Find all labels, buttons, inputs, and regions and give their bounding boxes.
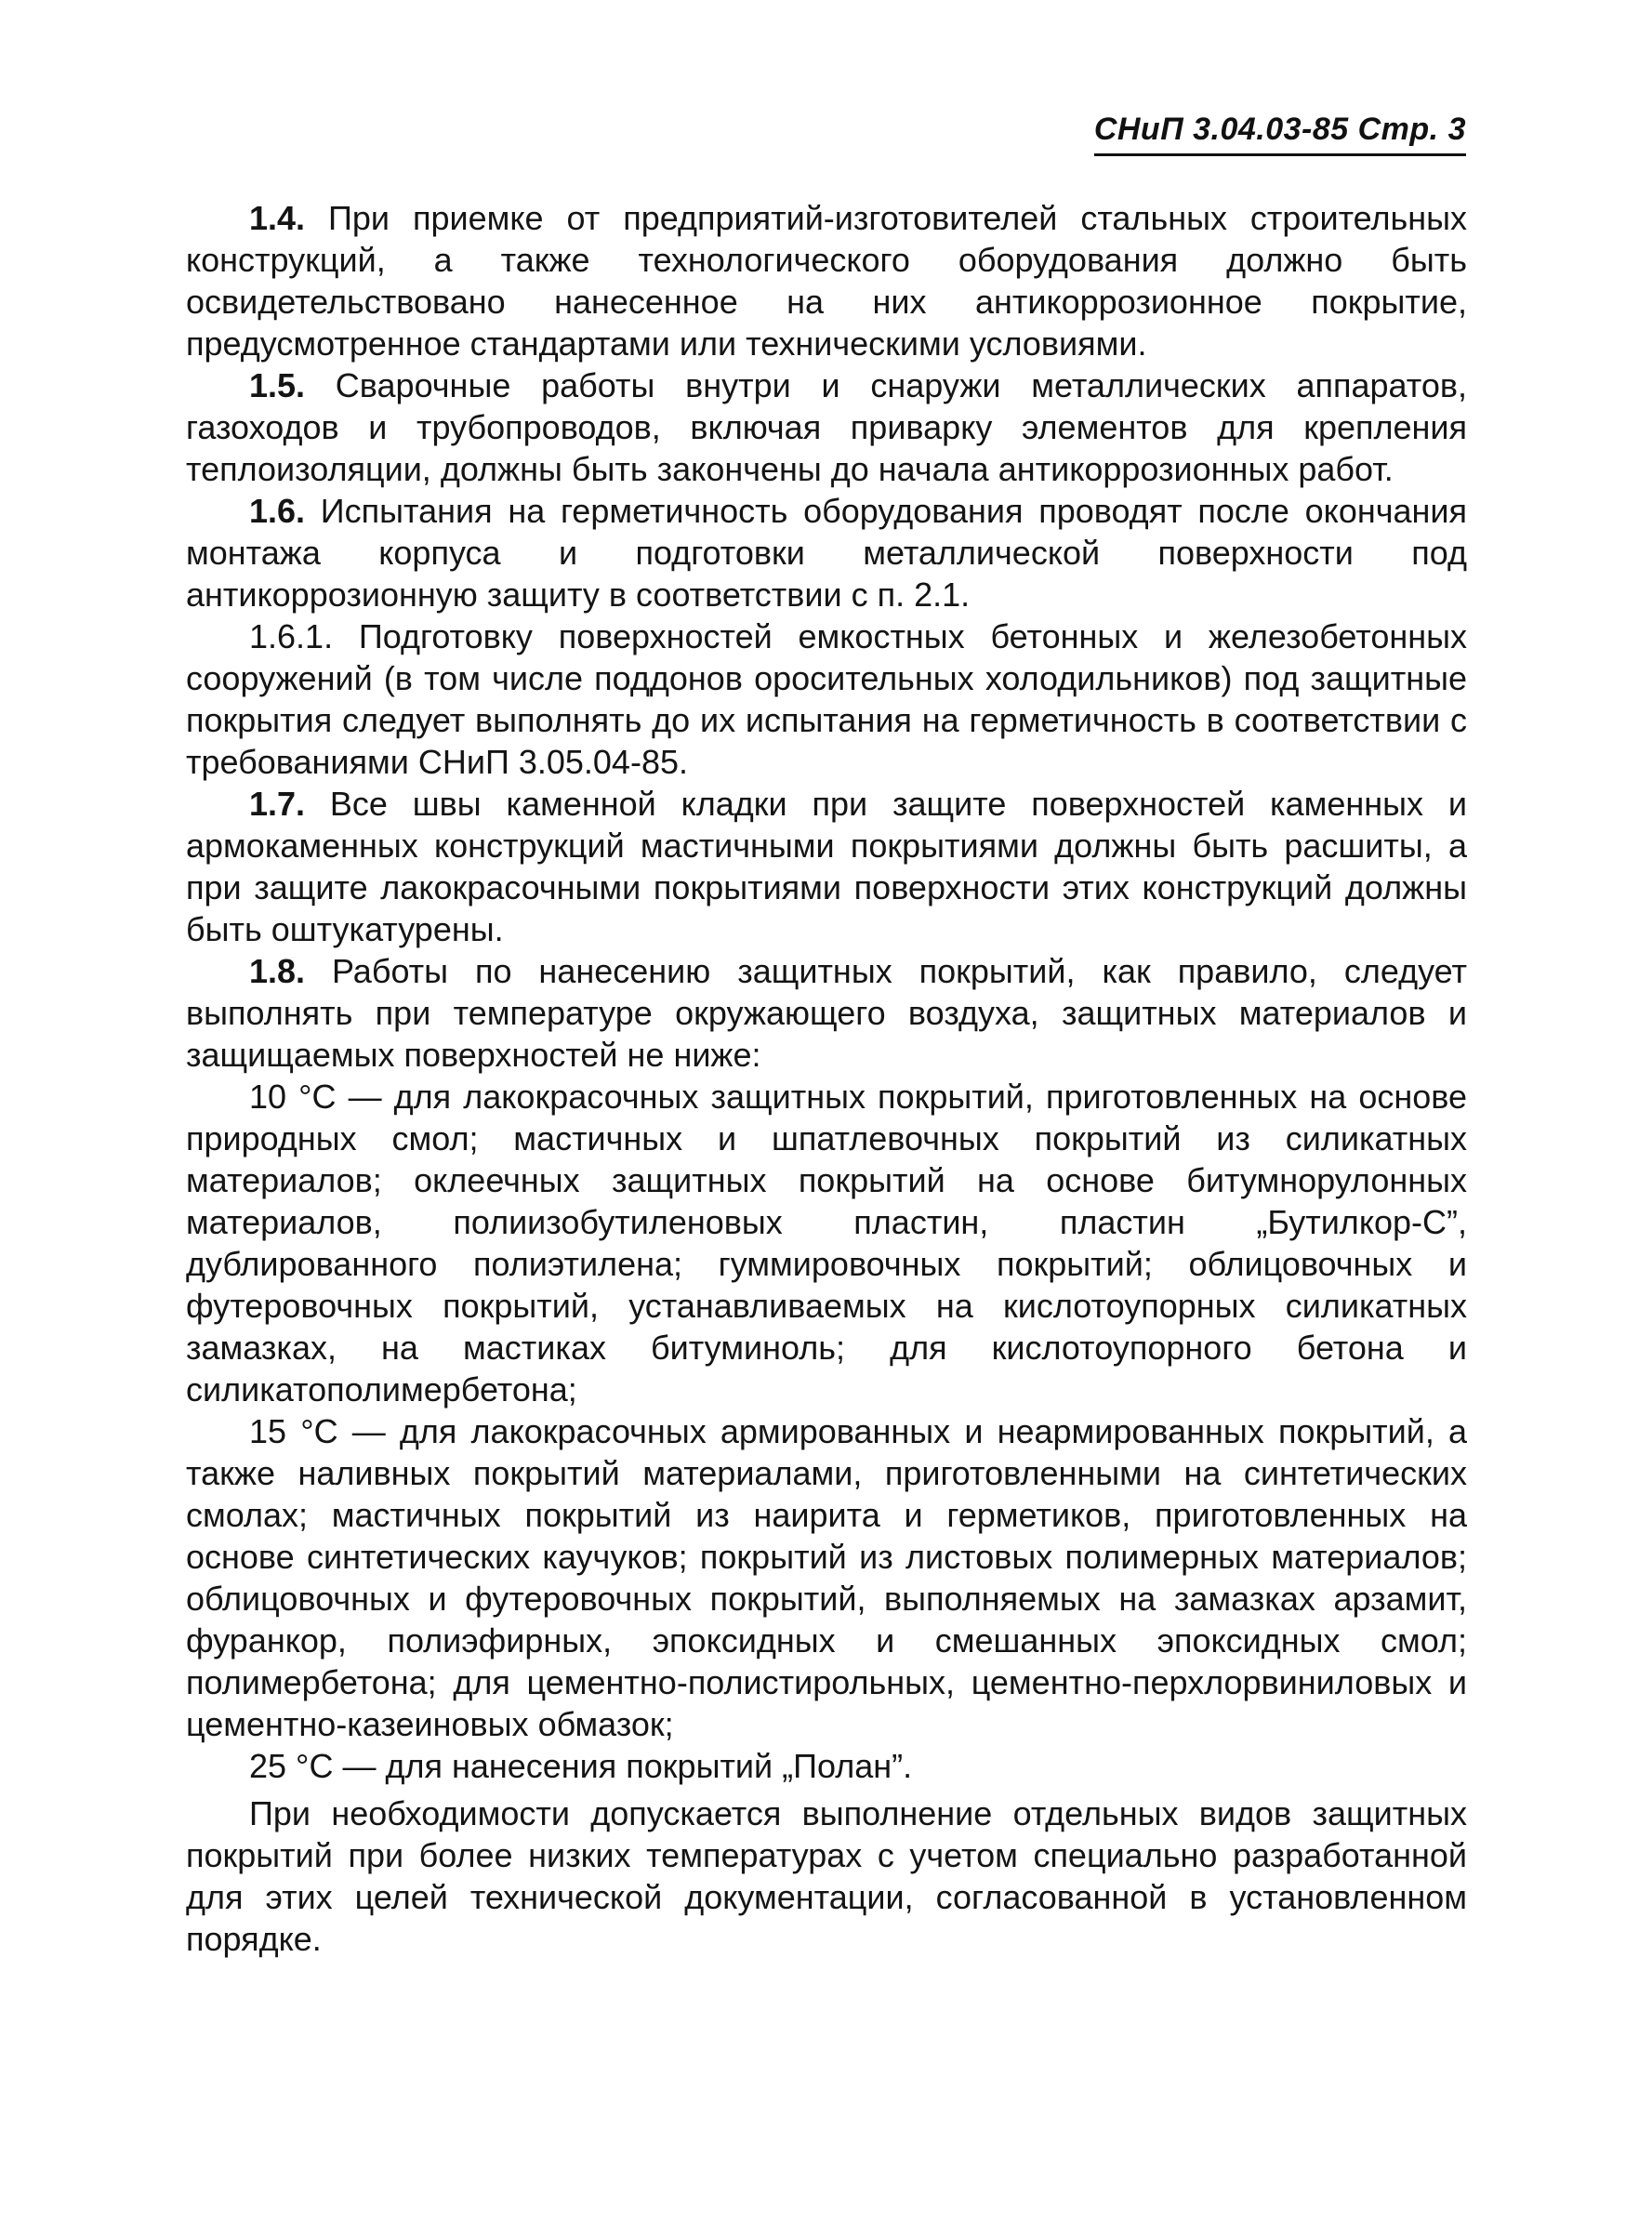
clause-text: Подготовку поверхностей емкостных бетонных и железобетонных сооружений (в том числе поддонов оросительных холодильников) под защитные покрытия следует выполнять до их испытания на герметичность в соответствии с требованиями СНиП 3.05.04-85.: [186, 617, 1467, 781]
clause-number: 1.8.: [249, 952, 306, 990]
clause-text: Все швы каменной кладки при защите поверхностей каменных и армокаменных конструкций мастичными покрытиями должны быть расшиты, а при защите лакокрасочными покрытиями поверхности этих конструкций должны быть оштукатурены.: [186, 785, 1467, 948]
running-header: СНиП 3.04.03-85 Стр. 3: [1094, 112, 1466, 156]
clause-number: 1.6.: [249, 492, 306, 530]
clause-text: Сварочные работы внутри и снаружи металлических аппаратов, газоходов и трубопроводов, включая приварку элементов для крепления теплоизоляции, должны быть закончены до начала антикоррозионных работ.: [186, 366, 1467, 488]
clause-text: Работы по нанесению защитных покрытий, как правило, следует выполнять при температуре окружающего воздуха, защитных материалов и защищаемых поверхностей не ниже:: [186, 952, 1467, 1074]
temperature-text: — для лакокрасочных защитных покрытий, приготовленных на основе природных смол; мастичных и шпатлевочных покрытий из силикатных материалов; оклеечных защитных покрытий на основе битумнорулонных материалов, полиизобутиленовых пластин, пластин „Бутилкор-С”, дублированного полиэтилена; гуммировочных покрытий; облицовочных и футеровочных покрытий, устанавливаемых на кислотоупорных силикатных замазках, на мастиках битуминоль; для кислотоупорного бетона и силикатополимербетона;: [186, 1078, 1467, 1409]
paragraph-1-6: [186, 490, 1467, 615]
clause-text: Испытания на герметичность оборудования проводят после окончания монтажа корпуса и подготовки металлической поверхности под антикоррозионную защиту в соответствии с п. 2.1.: [186, 492, 1467, 614]
paragraph-1-4: [186, 197, 1467, 364]
closing-paragraph: При необходимости допускается выполнение отдельных видов защитных покрытий при более низких температурах с учетом специально разработанной для этих целей технической документации, согласованной в установленном порядке.: [186, 1794, 1467, 1958]
temperature-item-10: [186, 1076, 1467, 1410]
paragraph-1-7: [186, 783, 1467, 950]
paragraph-1-8: [186, 950, 1467, 1076]
temperature-text: — для нанесения покрытий „Полан”.: [333, 1747, 913, 1785]
temperature-item-25: [186, 1745, 1467, 1787]
temperature-value: 25 °С: [249, 1747, 334, 1785]
temperature-value: 10 °С: [249, 1078, 337, 1116]
temperature-text: — для лакокрасочных армированных и неармированных покрытий, а также наливных покрытий материалами, приготовленными на синтетических смолах; мастичных покрытий из наирита и герметиков, приготовленных на основе синтетических каучуков; покрытий из листовых полимерных материалов; облицовочных и футеровочных покрытий, выполняемых на замазках арзамит, фуранкор, полиэфирных, эпоксидных и смешанных эпоксидных смол; полимербетона; для цементно-полистирольных, цементно-перхлорвиниловых и цементно-казеиновых обмазок;: [186, 1412, 1467, 1743]
clause-text: При приемке от предприятий-изготовителей стальных строительных конструкций, а также технологического оборудования должно быть освидетельствовано нанесенное на них антикоррозионное покрытие, предусмотренное стандартами или техническими условиями.: [186, 199, 1467, 363]
clause-number: 1.6.1.: [249, 617, 334, 655]
paragraph-1-6-1: [186, 615, 1467, 783]
paragraph-1-5: [186, 364, 1467, 490]
clause-number: 1.4.: [249, 199, 306, 237]
clause-number: 1.7.: [249, 785, 306, 823]
temperature-item-15: [186, 1410, 1467, 1745]
clause-number: 1.5.: [249, 366, 306, 404]
temperature-value: 15 °С: [249, 1412, 338, 1450]
document-body: [186, 197, 1467, 1960]
